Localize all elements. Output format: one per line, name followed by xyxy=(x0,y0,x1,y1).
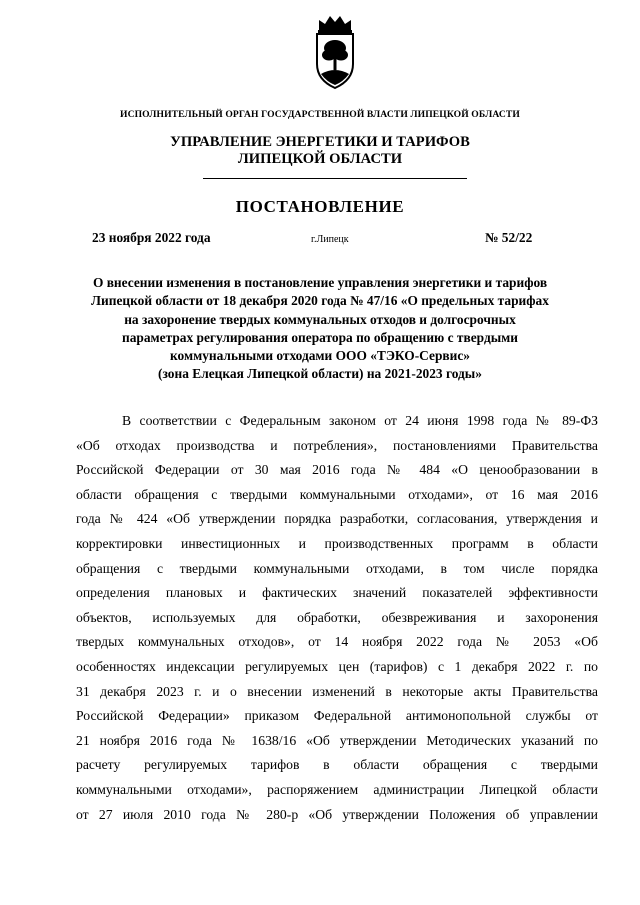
department-name-line: УПРАВЛЕНИЕ ЭНЕРГЕТИКИ И ТАРИФОВ xyxy=(170,134,470,150)
title-line: Липецкой области от 18 декабря 2020 года № 47/16 «О предельных тарифах xyxy=(91,293,549,309)
organization-name: ИСПОЛНИТЕЛЬНЫЙ ОРГАН ГОСУДАРСТВЕННОЙ ВЛАСТИ ЛИПЕЦКОЙ ОБЛАСТИ xyxy=(120,109,520,120)
body-line: Российской Федерации» приказом Федеральной антимонопольной службы от xyxy=(76,708,598,724)
body-line: Российской Федерации от 30 мая 2016 года № 484 «О ценообразовании в xyxy=(76,462,598,478)
body-line: области обращения с твердыми коммунальными отходами», от 16 мая 2016 xyxy=(76,486,598,502)
document-title xyxy=(0,274,640,384)
title-line: параметрах регулирования оператора по обращению с твердыми xyxy=(121,329,519,345)
body-line: коммунальными отходами», распоряжением администрации Липецкой области xyxy=(76,781,598,797)
title-line: коммунальными отходами ООО «ТЭКО-Сервис» xyxy=(169,348,470,364)
document-type: ПОСТАНОВЛЕНИЕ xyxy=(235,197,405,216)
header-divider xyxy=(203,178,467,179)
document-city: г.Липецк xyxy=(311,234,349,245)
document-number: № 52/22 xyxy=(485,230,533,245)
title-line: (зона Елецкая Липецкой области) на 2021-2023 годы» xyxy=(158,366,482,382)
body-line: особенностях индексации регулируемых цен (тарифов) с 1 декабря 2022 г. по xyxy=(76,658,598,674)
body-line: твердых коммунальных отходов», от 14 ноября 2022 года № 2053 «Об xyxy=(76,634,598,650)
body-line: В соответствии с Федеральным законом от 24 июня 1998 года № 89-ФЗ xyxy=(122,413,598,428)
body-line: 31 декабря 2023 г. и о внесении изменений в некоторые акты Правительства xyxy=(76,683,598,699)
body-line: от 27 июля 2010 года № 280-р «Об утверждении Положения об управлении xyxy=(76,806,598,822)
body-line: «Об отходах производства и потребления», постановлениями Правительства xyxy=(76,437,598,453)
department-name-line: ЛИПЕЦКОЙ ОБЛАСТИ xyxy=(237,151,403,167)
body-line: корректировки инвестиционных и производственных программ в области xyxy=(76,535,598,551)
title-line: О внесении изменения в постановление управления энергетики и тарифов xyxy=(92,275,548,290)
title-line: на захоронение твердых коммунальных отходов и долгосрочных xyxy=(124,311,516,327)
body-line: года № 424 «Об утверждении порядка разработки, согласования, утверждения и xyxy=(76,511,598,527)
document-body xyxy=(76,409,598,827)
body-line: объектов, используемых для обработки, обезвреживания и захоронения xyxy=(76,609,598,625)
lipetsk-coat-of-arms-icon xyxy=(303,12,367,90)
document-date: 23 ноября 2022 года xyxy=(92,230,211,245)
body-line: 21 ноября 2016 года № 1638/16 «Об утверждении Методических указаний по xyxy=(76,732,598,748)
body-line: определения плановых и фактических значений показателей эффективности xyxy=(76,585,598,601)
body-line: расчету регулируемых тарифов в области обращения с твердыми xyxy=(76,757,598,773)
body-line: обращения с твердыми коммунальными отходами, в том числе порядка xyxy=(76,560,598,576)
